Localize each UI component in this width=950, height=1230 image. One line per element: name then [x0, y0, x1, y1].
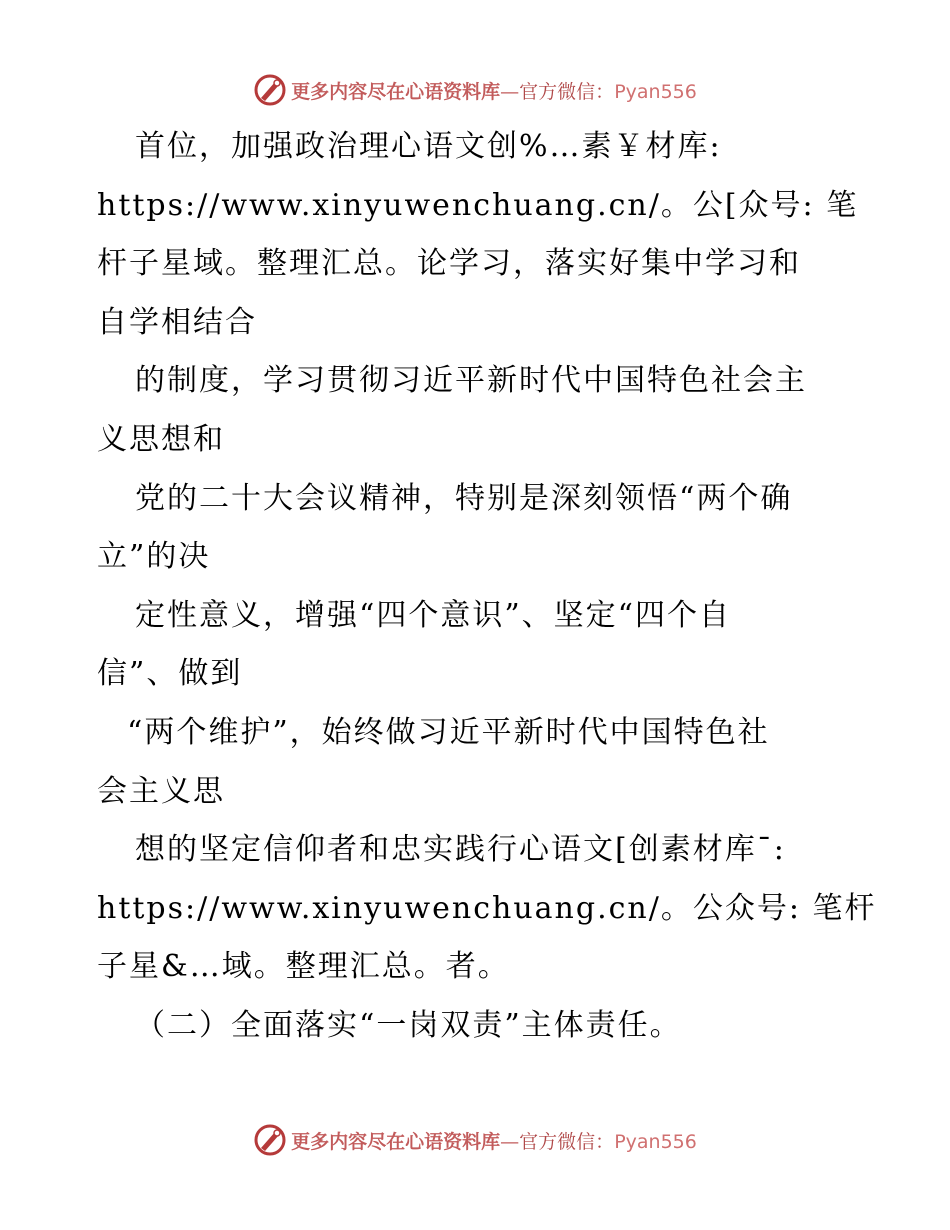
- body-line: 立”的决: [97, 539, 211, 575]
- document-body: [97, 118, 877, 1056]
- banner-site-name: 更多内容尽在心语资料库: [291, 1130, 501, 1153]
- body-line: 想的坚定信仰者和忠实践行心语文[创素材库¯:: [135, 832, 786, 868]
- pen-logo-icon: [253, 1123, 287, 1157]
- body-line: 子星&…域。整理汇总。者。: [97, 949, 510, 985]
- banner-text: [291, 77, 697, 104]
- body-line: 自学相结合: [97, 304, 257, 340]
- banner-separator: —: [500, 1130, 520, 1153]
- banner-wechat-id: Pyan556: [614, 80, 697, 103]
- body-line: 杆子星域。整理汇总。论学习，落实好集中学习和: [97, 246, 801, 282]
- body-line: 党的二十大会议精神，特别是深刻领悟“两个确: [135, 480, 793, 516]
- banner-site-name: 更多内容尽在心语资料库: [291, 80, 501, 103]
- section-heading: （二）全面落实“一岗双责”主体责任。: [135, 1007, 682, 1043]
- body-line: 定性意义，增强“四个意识”、坚定“四个自: [135, 597, 732, 633]
- body-line: 会主义思: [97, 773, 225, 809]
- body-line: 义思想和: [97, 421, 225, 457]
- body-line: 首位，加强政治理心语文创%…素￥材库:: [135, 129, 722, 164]
- body-line: 信”、做到: [97, 656, 243, 692]
- banner-separator: —: [500, 80, 520, 103]
- header-banner: [0, 68, 950, 112]
- body-line: https://www.xinyuwenchuang.cn/。公[众号: 笔: [97, 187, 859, 223]
- banner-wechat-label: 官方微信：: [519, 1130, 615, 1153]
- banner-text: [291, 1127, 697, 1154]
- body-line: “两个维护”，始终做习近平新时代中国特色社: [127, 714, 770, 750]
- pen-logo-icon: [253, 73, 287, 107]
- banner-wechat-label: 官方微信：: [519, 80, 615, 103]
- footer-banner: [0, 1118, 950, 1162]
- banner-wechat-id: Pyan556: [614, 1130, 697, 1153]
- body-line: 的制度，学习贯彻习近平新时代中国特色社会主: [135, 363, 807, 399]
- body-line: https://www.xinyuwenchuang.cn/。公众号: 笔杆: [97, 890, 877, 926]
